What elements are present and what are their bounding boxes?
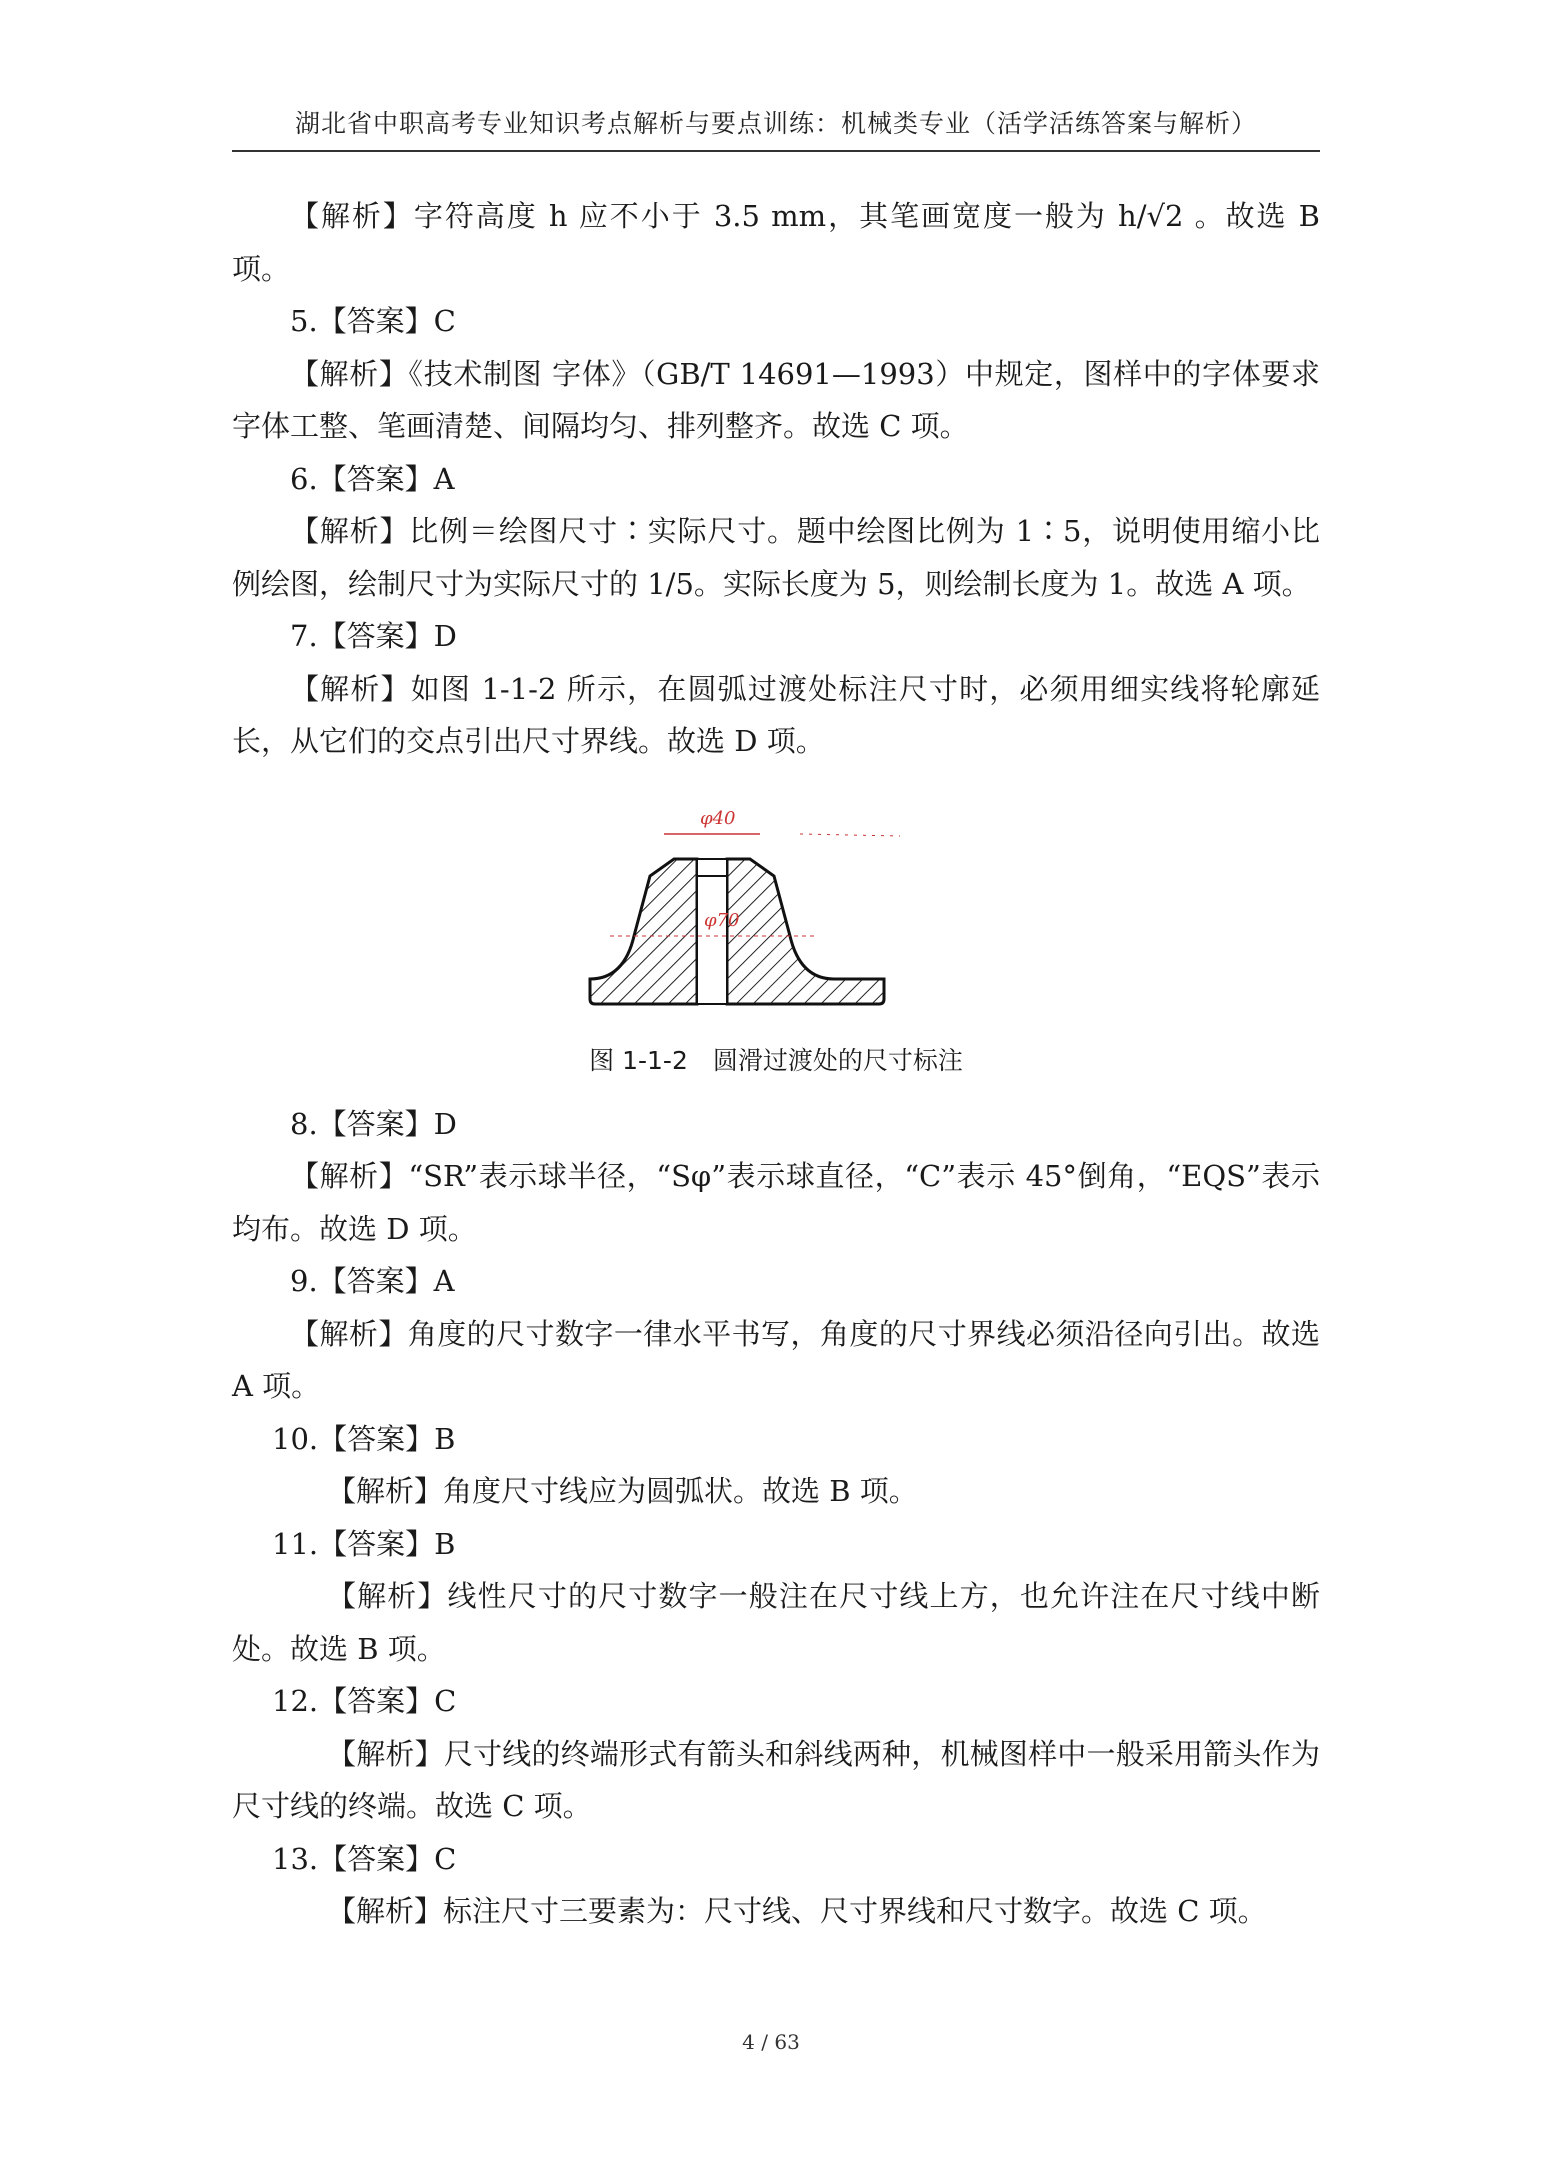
explanation-5: 【解析】《技术制图 字体》（GB/T 14691—1993）中规定，图样中的字体要求字体工整、笔画清楚、间隔均匀、排列整齐。故选 C 项。 <box>232 356 1320 443</box>
answer-11: 11.【答案】B <box>272 1526 456 1561</box>
running-header: 湖北省中职高考专业知识考点解析与要点训练：机械类专业（活学活练答案与解析） <box>294 109 1257 138</box>
mid-dimension-label: φ70 <box>704 909 740 931</box>
extension-note <box>800 834 900 836</box>
page-body <box>232 190 1320 1938</box>
page-number: 4 / 63 <box>742 2030 800 2054</box>
explanation-6: 【解析】比例＝绘图尺寸∶实际尺寸。题中绘图比例为 1∶5，说明使用缩小比例绘图，绘制尺寸为实际尺寸的 1/5。实际长度为 5，则绘制长度为 1。故选 A 项。 <box>232 514 1320 601</box>
explanation-12: 【解析】尺寸线的终端形式有箭头和斜线两种，机械图样中一般采用箭头作为尺寸线的终端。故选 C 项。 <box>232 1736 1320 1823</box>
section-right <box>727 859 884 1004</box>
explanation-13: 【解析】标注尺寸三要素为：尺寸线、尺寸界线和尺寸数字。故选 C 项。 <box>327 1894 1267 1928</box>
figure-caption: 图 1-1-2 圆滑过渡处的尺寸标注 <box>589 1045 963 1075</box>
header-rule <box>232 150 1320 152</box>
explanation-9: 【解析】角度的尺寸数字一律水平书写，角度的尺寸界线必须沿径向引出。故选 A 项。 <box>232 1316 1320 1403</box>
answer-8: 8.【答案】D <box>290 1106 457 1141</box>
answer-6: 6.【答案】A <box>290 461 455 496</box>
answer-12: 12.【答案】C <box>272 1684 457 1718</box>
explanation-10: 【解析】角度尺寸线应为圆弧状。故选 B 项。 <box>327 1474 918 1508</box>
figure-1-1-2 <box>232 794 1320 1026</box>
explanation-4: 【解析】字符高度 h 应不小于 3.5 mm，其笔画宽度一般为 h/√2 。故选 B 项。 <box>232 199 1320 286</box>
answer-9: 9.【答案】A <box>290 1264 455 1298</box>
answer-10: 10.【答案】B <box>272 1421 456 1456</box>
answer-5: 5.【答案】C <box>290 304 456 338</box>
answer-13: 13.【答案】C <box>272 1841 457 1876</box>
top-dimension-label: φ40 <box>700 807 736 829</box>
section-left <box>590 859 697 1004</box>
answer-7: 7.【答案】D <box>290 619 457 653</box>
explanation-8: 【解析】“SR”表示球半径，“Sφ”表示球直径，“C”表示 45°倒角，“EQS”表示均布。故选 D 项。 <box>232 1159 1320 1246</box>
explanation-7: 【解析】如图 1-1-2 所示，在圆弧过渡处标注尺寸时，必须用细实线将轮廓延长，从它们的交点引出尺寸界线。故选 D 项。 <box>232 671 1320 758</box>
bore <box>697 859 727 1004</box>
fillet-dimension-drawing <box>572 794 902 1026</box>
explanation-11: 【解析】线性尺寸的尺寸数字一般注在尺寸线上方，也允许注在尺寸线中断处。故选 B 项。 <box>232 1579 1320 1666</box>
